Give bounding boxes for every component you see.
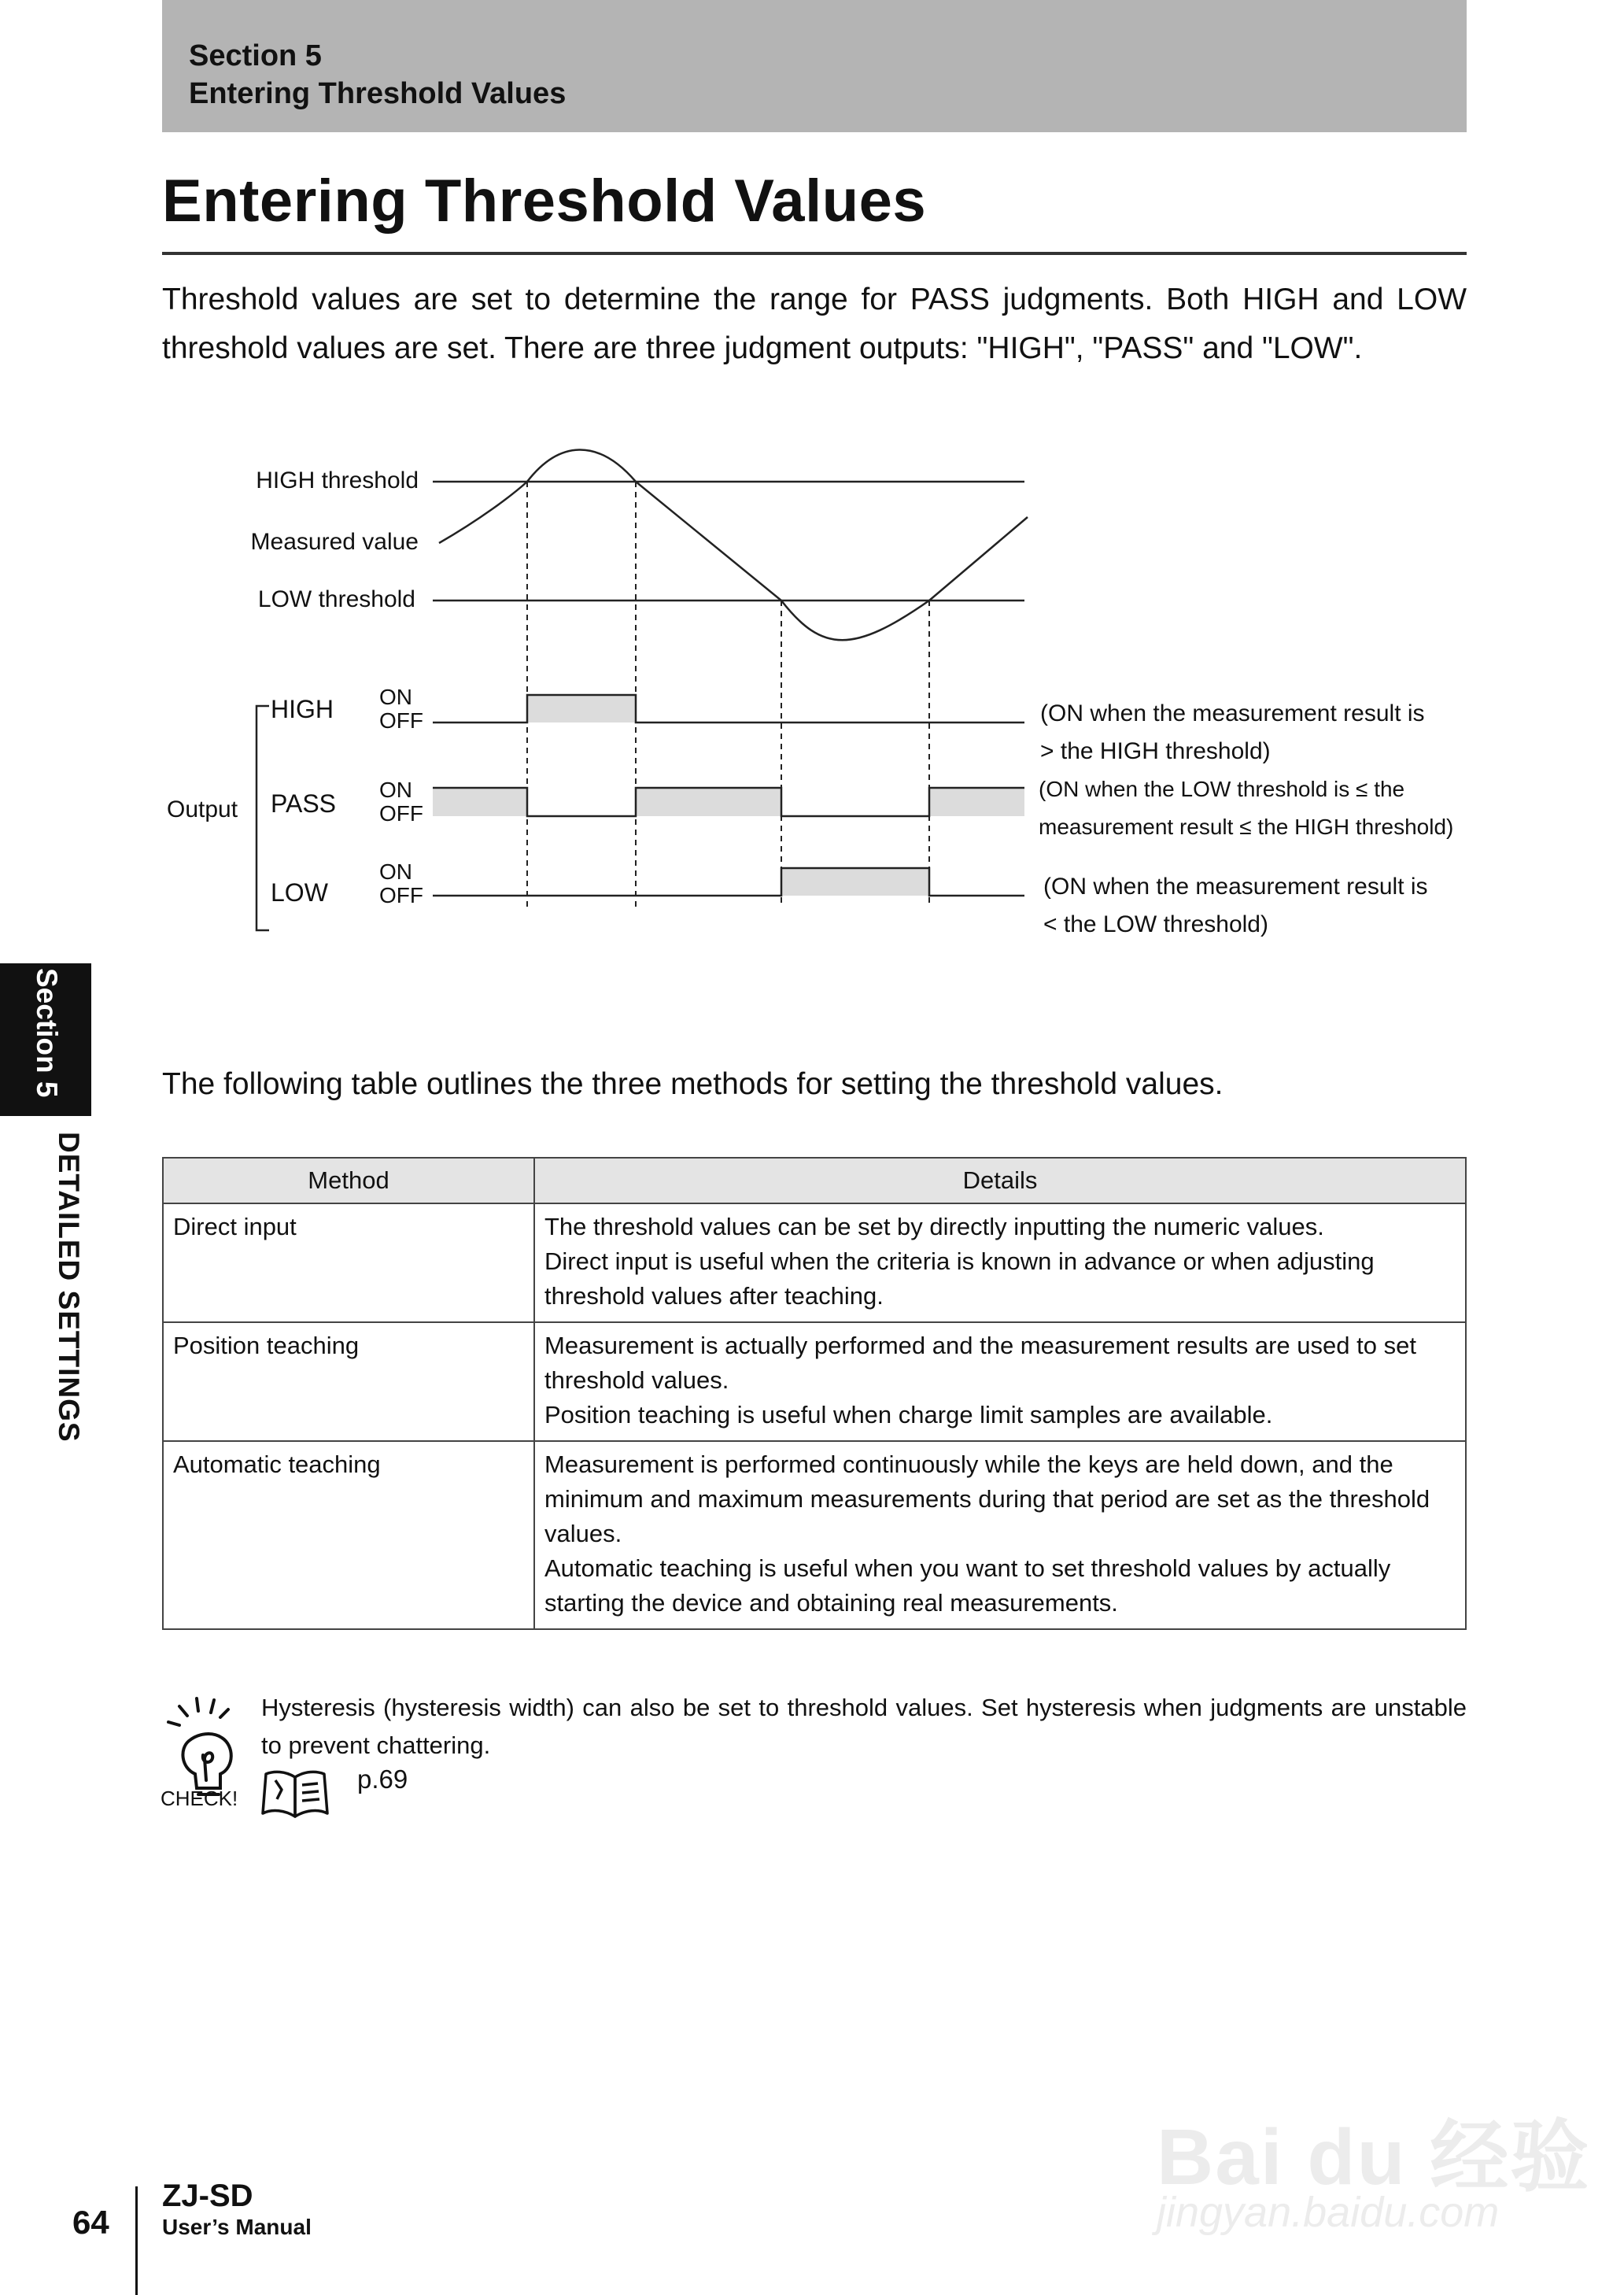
details-line: Automatic teaching is useful when you want to set threshold values by actually starting the device and obtaining real measurements. [544,1554,1391,1617]
method-cell: Direct input [163,1203,534,1322]
section-header [162,0,1467,132]
check-label: CHECK! [161,1787,238,1810]
footer-manual: User’s Manual [162,2215,312,2239]
output-pass-on: ON [379,778,412,802]
high-output-signal [433,695,1024,722]
section-number: Section 5 [189,39,322,72]
pass-on-pulse [636,788,781,816]
footer-model: ZJ-SD [162,2179,253,2213]
method-cell: Position teaching [163,1322,534,1441]
measured-value-label: Measured value [250,528,419,555]
high-threshold-label: HIGH threshold [256,467,419,493]
column-header-method: Method [163,1158,534,1203]
book-icon [260,1766,330,1821]
details-line: The threshold values can be set by directly inputting the numeric values. [544,1213,1324,1240]
low-output-signal [433,868,1024,896]
details-line: Position teaching is useful when charge limit samples are available. [544,1401,1273,1428]
output-low-note: (ON when the measurement result is [1043,874,1428,900]
details-line: Measurement is actually performed and the measurement results are used to set threshold values. [544,1332,1416,1394]
output-bracket [257,706,269,930]
output-low-off: OFF [379,883,423,907]
side-tab-section: Section 5 [31,968,63,1098]
threshold-timing-diagram [0,425,1624,960]
page-title: Entering Threshold Values [162,168,927,235]
output-low-note: < the LOW threshold) [1043,911,1268,937]
details-cell [534,1203,1466,1322]
output-high-note: > the HIGH threshold) [1040,738,1271,764]
table-intro: The following table outlines the three methods for setting the threshold values. [162,1067,1224,1101]
low-threshold-label: LOW threshold [257,586,415,612]
pass-on-pulse [433,788,527,816]
output-low-label: LOW [271,878,328,907]
page-reference[interactable]: p.69 [357,1765,408,1794]
details-cell [534,1441,1466,1629]
check-note-text: Hysteresis (hysteresis width) can also be set to threshold values. Set hysteresis when judgments are unstable to prevent chattering. [261,1694,1467,1759]
table-row [163,1203,1466,1322]
table-row [163,1322,1466,1441]
section-header-title: Entering Threshold Values [189,77,567,110]
page-number: 64 [72,2204,109,2241]
intro-paragraph: Threshold values are set to determine the range for PASS judgments. Both HIGH and LOW threshold values are set. There are three judgment outputs: "HIGH", "PASS" and "LOW". [162,283,1467,365]
output-label: Output [167,796,238,822]
pass-on-pulse [929,788,1024,816]
output-high-off: OFF [379,708,423,733]
output-pass-off: OFF [379,801,423,826]
footer-divider [135,2186,138,2295]
output-pass-label: PASS [271,789,336,818]
method-cell: Automatic teaching [163,1441,534,1629]
details-cell [534,1322,1466,1441]
output-pass-note: measurement result ≤ the HIGH threshold) [1039,815,1454,839]
title-divider [162,252,1467,255]
watermark-url: jingyan.baidu.com [1157,2189,1500,2236]
output-high-label: HIGH [271,695,334,723]
watermark-logo: Bai du 经验 [1157,2113,1591,2201]
side-tab-title: DETAILED SETTINGS [53,1132,85,1443]
column-header-details: Details [534,1158,1466,1203]
output-high-note: (ON when the measurement result is [1040,700,1425,726]
details-line: Direct input is useful when the criteria is known in advance or when adjusting threshold values after teaching. [544,1247,1375,1310]
methods-table [162,1157,1467,1630]
high-on-pulse [527,695,636,722]
low-on-pulse [781,868,929,896]
output-pass-note: (ON when the LOW threshold is ≤ the [1039,777,1405,801]
output-high-on: ON [379,685,412,709]
table-header-row [163,1158,1466,1203]
table-row [163,1441,1466,1629]
output-low-on: ON [379,859,412,884]
details-line: Measurement is performed continuously while the keys are held down, and the minimum and maximum measurements during that period are set as the threshold values. [544,1451,1430,1547]
